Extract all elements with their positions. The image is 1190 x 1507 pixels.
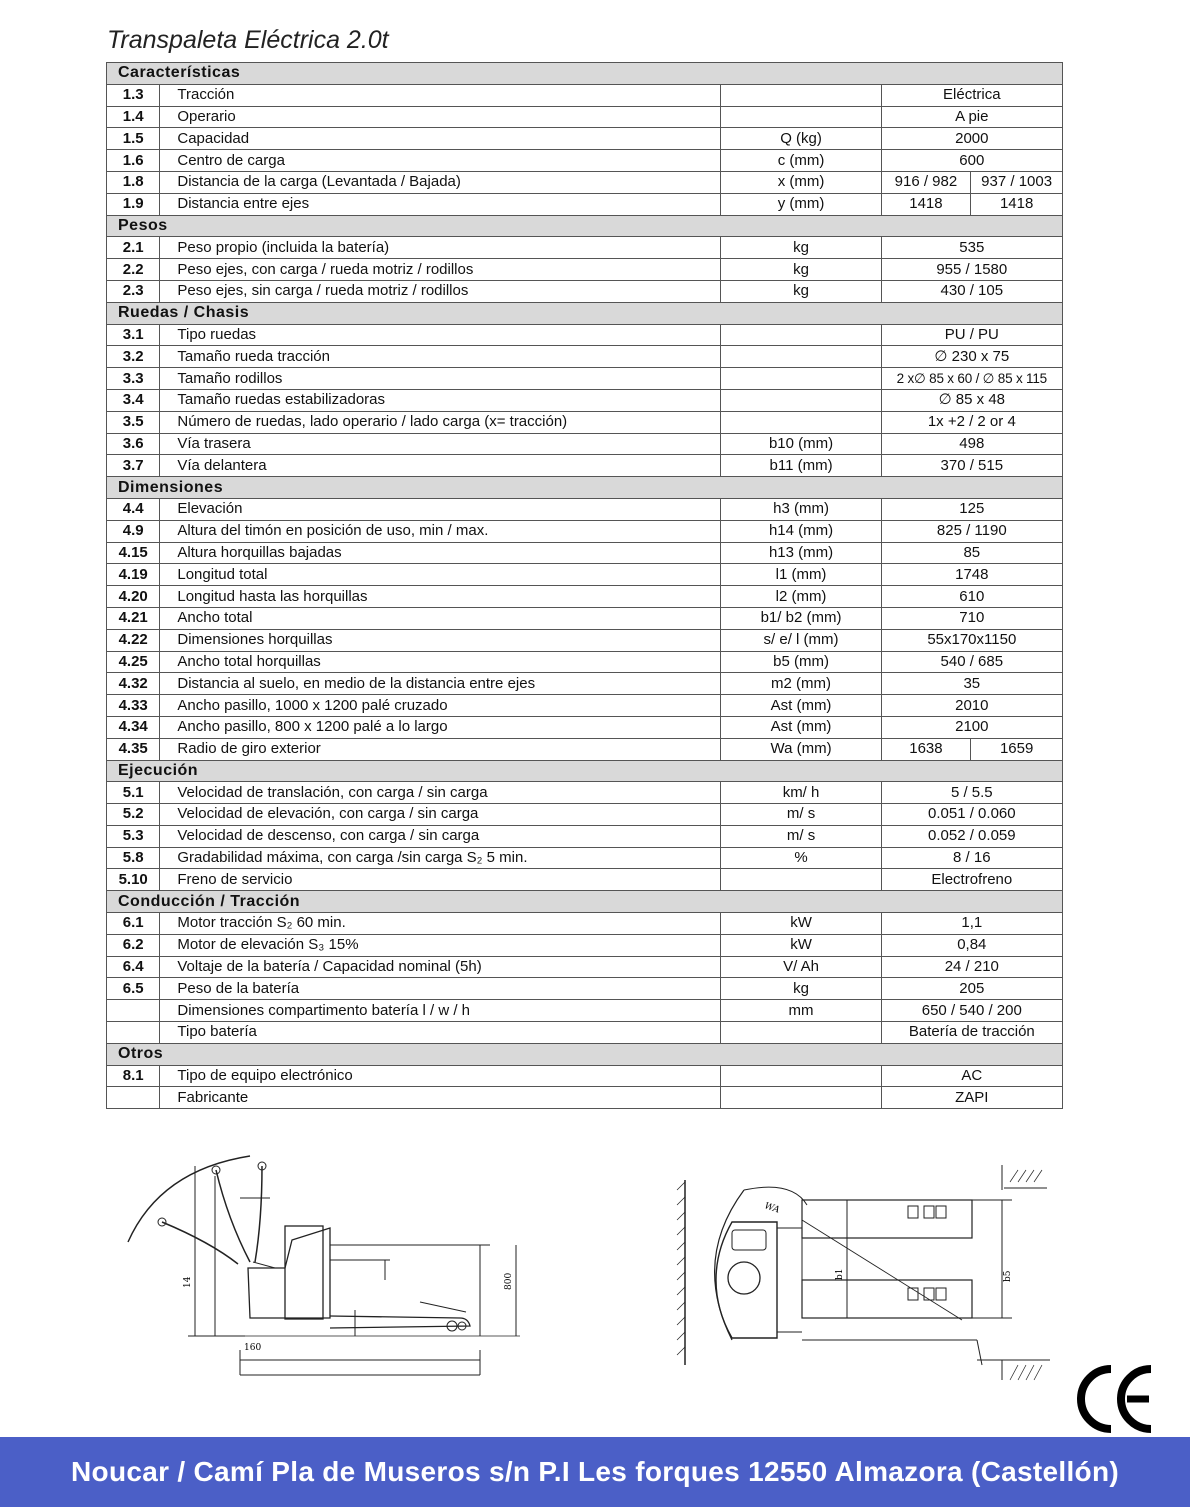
row-description: Tipo ruedas — [160, 324, 721, 346]
row-value: 0,84 — [881, 934, 1062, 956]
row-unit: Ast (mm) — [721, 695, 881, 717]
row-value: 2100 — [881, 716, 1062, 738]
row-code: 6.1 — [107, 913, 160, 935]
row-code: 4.34 — [107, 716, 160, 738]
footer-address: Noucar / Camí Pla de Museros s/n P.I Les forques 12550 Almazora (Castellón) — [71, 1456, 1119, 1487]
label-b1: b1 — [835, 1268, 845, 1280]
row-code: 1.5 — [107, 128, 160, 150]
row-description: Velocidad de elevación, con carga / sin carga — [160, 804, 721, 826]
spec-row — [107, 106, 1063, 128]
row-description: Número de ruedas, lado operario / lado carga (x= tracción) — [160, 411, 721, 433]
row-unit: b10 (mm) — [721, 433, 881, 455]
row-description: Ancho total — [160, 607, 721, 629]
section-title: Dimensiones — [107, 477, 1063, 499]
spec-row — [107, 913, 1063, 935]
spec-row — [107, 389, 1063, 411]
row-code: 4.35 — [107, 738, 160, 760]
spec-row — [107, 1022, 1063, 1044]
row-description: Dimensiones compartimento batería l / w / h — [160, 1000, 721, 1022]
spec-row — [107, 825, 1063, 847]
row-value: ZAPI — [881, 1087, 1062, 1109]
row-description: Tipo batería — [160, 1022, 721, 1044]
spec-row — [107, 956, 1063, 978]
row-description: Capacidad — [160, 128, 721, 150]
spec-row — [107, 934, 1063, 956]
row-unit: Q (kg) — [721, 128, 881, 150]
spec-row — [107, 84, 1063, 106]
row-value: 205 — [881, 978, 1062, 1000]
row-unit — [721, 869, 881, 891]
row-value: 498 — [881, 433, 1062, 455]
row-code: 5.8 — [107, 847, 160, 869]
row-code: 5.2 — [107, 804, 160, 826]
spec-row — [107, 324, 1063, 346]
row-description: Vía trasera — [160, 433, 721, 455]
row-value-a: 1418 — [881, 193, 971, 215]
spec-row — [107, 716, 1063, 738]
row-description: Dimensiones horquillas — [160, 629, 721, 651]
row-unit: b11 (mm) — [721, 455, 881, 477]
spec-row — [107, 782, 1063, 804]
row-value: Batería de tracción — [881, 1022, 1062, 1044]
row-value: ∅ 85 x 48 — [881, 389, 1062, 411]
spec-row — [107, 586, 1063, 608]
row-description: Centro de carga — [160, 150, 721, 172]
row-code: 3.1 — [107, 324, 160, 346]
row-description: Ancho pasillo, 1000 x 1200 palé cruzado — [160, 695, 721, 717]
row-description: Tamaño rodillos — [160, 368, 721, 390]
spec-row — [107, 150, 1063, 172]
row-value: 825 / 1190 — [881, 520, 1062, 542]
spec-row — [107, 520, 1063, 542]
row-code: 1.8 — [107, 171, 160, 193]
row-unit: m/ s — [721, 804, 881, 826]
row-code: 4.19 — [107, 564, 160, 586]
row-code: 4.25 — [107, 651, 160, 673]
row-unit: kW — [721, 913, 881, 935]
row-description: Peso propio (incluida la batería) — [160, 237, 721, 259]
row-unit: l1 (mm) — [721, 564, 881, 586]
row-value: 55x170x1150 — [881, 629, 1062, 651]
row-value: 125 — [881, 498, 1062, 520]
row-value: 35 — [881, 673, 1062, 695]
row-unit: m/ s — [721, 825, 881, 847]
section-header — [107, 1043, 1063, 1065]
row-code: 5.10 — [107, 869, 160, 891]
row-unit: m2 (mm) — [721, 673, 881, 695]
row-value: Electrofreno — [881, 869, 1062, 891]
ce-mark-logo — [1077, 1363, 1154, 1435]
row-description: Velocidad de translación, con carga / sin carga — [160, 782, 721, 804]
row-unit: kW — [721, 934, 881, 956]
row-unit: h14 (mm) — [721, 520, 881, 542]
spec-row — [107, 695, 1063, 717]
row-code: 4.4 — [107, 498, 160, 520]
row-unit: mm — [721, 1000, 881, 1022]
spec-row — [107, 368, 1063, 390]
row-description: Tipo de equipo electrónico — [160, 1065, 721, 1087]
section-header — [107, 760, 1063, 782]
spec-row — [107, 411, 1063, 433]
row-code: 3.3 — [107, 368, 160, 390]
row-code: 4.15 — [107, 542, 160, 564]
spec-row — [107, 869, 1063, 891]
row-description: Velocidad de descenso, con carga / sin carga — [160, 825, 721, 847]
row-code: 4.33 — [107, 695, 160, 717]
row-description: Altura del timón en posición de uso, min / max. — [160, 520, 721, 542]
row-value-a: 916 / 982 — [881, 171, 971, 193]
section-title: Otros — [107, 1043, 1063, 1065]
row-value: 8 / 16 — [881, 847, 1062, 869]
row-code: 4.32 — [107, 673, 160, 695]
spec-row — [107, 346, 1063, 368]
row-unit: Ast (mm) — [721, 716, 881, 738]
row-value: 650 / 540 / 200 — [881, 1000, 1062, 1022]
top-view-drawing — [672, 1160, 1057, 1385]
row-code: 4.9 — [107, 520, 160, 542]
row-unit — [721, 389, 881, 411]
row-code: 2.2 — [107, 259, 160, 281]
row-value: A pie — [881, 106, 1062, 128]
row-description: Peso de la batería — [160, 978, 721, 1000]
row-description: Altura horquillas bajadas — [160, 542, 721, 564]
row-description: Tamaño ruedas estabilizadoras — [160, 389, 721, 411]
spec-row — [107, 673, 1063, 695]
row-unit — [721, 106, 881, 128]
label-800: 800 — [504, 1272, 514, 1290]
row-unit — [721, 1022, 881, 1044]
section-header — [107, 302, 1063, 324]
row-value: 710 — [881, 607, 1062, 629]
row-code — [107, 1000, 160, 1022]
spec-row — [107, 542, 1063, 564]
label-h14: 14 — [183, 1276, 193, 1288]
footer-banner — [0, 1437, 1190, 1507]
spec-row — [107, 629, 1063, 651]
row-unit: l2 (mm) — [721, 586, 881, 608]
spec-row — [107, 193, 1063, 215]
row-value: 955 / 1580 — [881, 259, 1062, 281]
row-value-b: 937 / 1003 — [971, 171, 1063, 193]
row-code: 4.22 — [107, 629, 160, 651]
row-value: 0.052 / 0.059 — [881, 825, 1062, 847]
row-description: Motor de elevación S₃ 15% — [160, 934, 721, 956]
spec-row — [107, 738, 1063, 760]
row-code: 8.1 — [107, 1065, 160, 1087]
section-header — [107, 891, 1063, 913]
row-value: 535 — [881, 237, 1062, 259]
row-value: 24 / 210 — [881, 956, 1062, 978]
row-unit — [721, 411, 881, 433]
row-description: Longitud total — [160, 564, 721, 586]
row-unit: b5 (mm) — [721, 651, 881, 673]
row-description: Ancho pasillo, 800 x 1200 palé a lo largo — [160, 716, 721, 738]
row-code: 4.21 — [107, 607, 160, 629]
row-value: Eléctrica — [881, 84, 1062, 106]
spec-row — [107, 455, 1063, 477]
row-value: 2010 — [881, 695, 1062, 717]
row-value-b: 1418 — [971, 193, 1063, 215]
row-value: 600 — [881, 150, 1062, 172]
side-view-drawing — [120, 1150, 540, 1382]
row-code: 3.6 — [107, 433, 160, 455]
row-value: 1x +2 / 2 or 4 — [881, 411, 1062, 433]
row-description: Peso ejes, sin carga / rueda motriz / rodillos — [160, 280, 721, 302]
row-description: Gradabilidad máxima, con carga /sin carga S₂ 5 min. — [160, 847, 721, 869]
section-header — [107, 477, 1063, 499]
row-unit: Wa (mm) — [721, 738, 881, 760]
row-description: Vía delantera — [160, 455, 721, 477]
row-unit: kg — [721, 237, 881, 259]
spec-row — [107, 847, 1063, 869]
row-value: 85 — [881, 542, 1062, 564]
section-title: Pesos — [107, 215, 1063, 237]
label-160: 160 — [244, 1343, 262, 1353]
spec-row — [107, 978, 1063, 1000]
row-description: Peso ejes, con carga / rueda motriz / rodillos — [160, 259, 721, 281]
row-unit: V/ Ah — [721, 956, 881, 978]
row-description: Distancia al suelo, en medio de la distancia entre ejes — [160, 673, 721, 695]
row-unit: h13 (mm) — [721, 542, 881, 564]
section-title: Ejecución — [107, 760, 1063, 782]
section-header — [107, 215, 1063, 237]
spec-row — [107, 128, 1063, 150]
row-code: 1.6 — [107, 150, 160, 172]
row-unit: c (mm) — [721, 150, 881, 172]
spec-row — [107, 1087, 1063, 1109]
row-code: 2.1 — [107, 237, 160, 259]
row-value: 370 / 515 — [881, 455, 1062, 477]
spec-row — [107, 433, 1063, 455]
row-value: 1748 — [881, 564, 1062, 586]
spec-row — [107, 171, 1063, 193]
section-title: Conducción / Tracción — [107, 891, 1063, 913]
row-value: 430 / 105 — [881, 280, 1062, 302]
row-code: 3.4 — [107, 389, 160, 411]
spec-row — [107, 237, 1063, 259]
section-title: Ruedas / Chasis — [107, 302, 1063, 324]
row-description: Voltaje de la batería / Capacidad nominal (5h) — [160, 956, 721, 978]
row-value: PU / PU — [881, 324, 1062, 346]
row-unit: h3 (mm) — [721, 498, 881, 520]
row-unit — [721, 368, 881, 390]
row-code — [107, 1087, 160, 1109]
row-value: 0.051 / 0.060 — [881, 804, 1062, 826]
row-value: ∅ 230 x 75 — [881, 346, 1062, 368]
row-unit: kg — [721, 280, 881, 302]
section-title: Características — [107, 63, 1063, 85]
row-description: Distancia de la carga (Levantada / Bajada) — [160, 171, 721, 193]
label-b5: b5 — [1003, 1270, 1013, 1282]
row-description: Tamaño rueda tracción — [160, 346, 721, 368]
row-value: 5 / 5.5 — [881, 782, 1062, 804]
row-unit — [721, 324, 881, 346]
row-unit — [721, 1065, 881, 1087]
spec-row — [107, 564, 1063, 586]
row-value-a: 1638 — [881, 738, 971, 760]
row-unit: % — [721, 847, 881, 869]
spec-row — [107, 607, 1063, 629]
row-description: Ancho total horquillas — [160, 651, 721, 673]
spec-table — [106, 62, 1063, 1109]
spec-row — [107, 651, 1063, 673]
row-code: 6.5 — [107, 978, 160, 1000]
spec-row — [107, 498, 1063, 520]
row-code: 3.2 — [107, 346, 160, 368]
row-value-b: 1659 — [971, 738, 1063, 760]
row-code: 3.5 — [107, 411, 160, 433]
row-code: 1.4 — [107, 106, 160, 128]
section-header — [107, 63, 1063, 85]
row-unit: kg — [721, 259, 881, 281]
row-description: Tracción — [160, 84, 721, 106]
spec-row — [107, 804, 1063, 826]
row-value: 2000 — [881, 128, 1062, 150]
spec-row — [107, 280, 1063, 302]
row-description: Longitud hasta las horquillas — [160, 586, 721, 608]
row-unit: x (mm) — [721, 171, 881, 193]
row-description: Operario — [160, 106, 721, 128]
row-description: Elevación — [160, 498, 721, 520]
spec-row — [107, 1065, 1063, 1087]
row-value: AC — [881, 1065, 1062, 1087]
row-code: 3.7 — [107, 455, 160, 477]
label-wa: WA — [763, 1201, 781, 1216]
row-unit: kg — [721, 978, 881, 1000]
row-description: Freno de servicio — [160, 869, 721, 891]
row-value: 1,1 — [881, 913, 1062, 935]
row-unit: y (mm) — [721, 193, 881, 215]
row-code: 1.9 — [107, 193, 160, 215]
row-description: Distancia entre ejes — [160, 193, 721, 215]
row-unit — [721, 84, 881, 106]
row-code: 6.4 — [107, 956, 160, 978]
row-unit: km/ h — [721, 782, 881, 804]
spec-row — [107, 1000, 1063, 1022]
row-description: Radio de giro exterior — [160, 738, 721, 760]
row-value: 610 — [881, 586, 1062, 608]
row-unit — [721, 346, 881, 368]
row-unit: b1/ b2 (mm) — [721, 607, 881, 629]
row-code — [107, 1022, 160, 1044]
row-unit — [721, 1087, 881, 1109]
spec-row — [107, 259, 1063, 281]
row-value: 540 / 685 — [881, 651, 1062, 673]
row-code: 5.3 — [107, 825, 160, 847]
row-code: 6.2 — [107, 934, 160, 956]
document-title: Transpaleta Eléctrica 2.0t — [107, 26, 389, 54]
row-value: 2 x∅ 85 x 60 / ∅ 85 x 115 — [881, 368, 1062, 390]
row-code: 4.20 — [107, 586, 160, 608]
row-code: 5.1 — [107, 782, 160, 804]
row-description: Fabricante — [160, 1087, 721, 1109]
row-unit: s/ e/ l (mm) — [721, 629, 881, 651]
row-code: 2.3 — [107, 280, 160, 302]
row-code: 1.3 — [107, 84, 160, 106]
row-description: Motor tracción S₂ 60 min. — [160, 913, 721, 935]
